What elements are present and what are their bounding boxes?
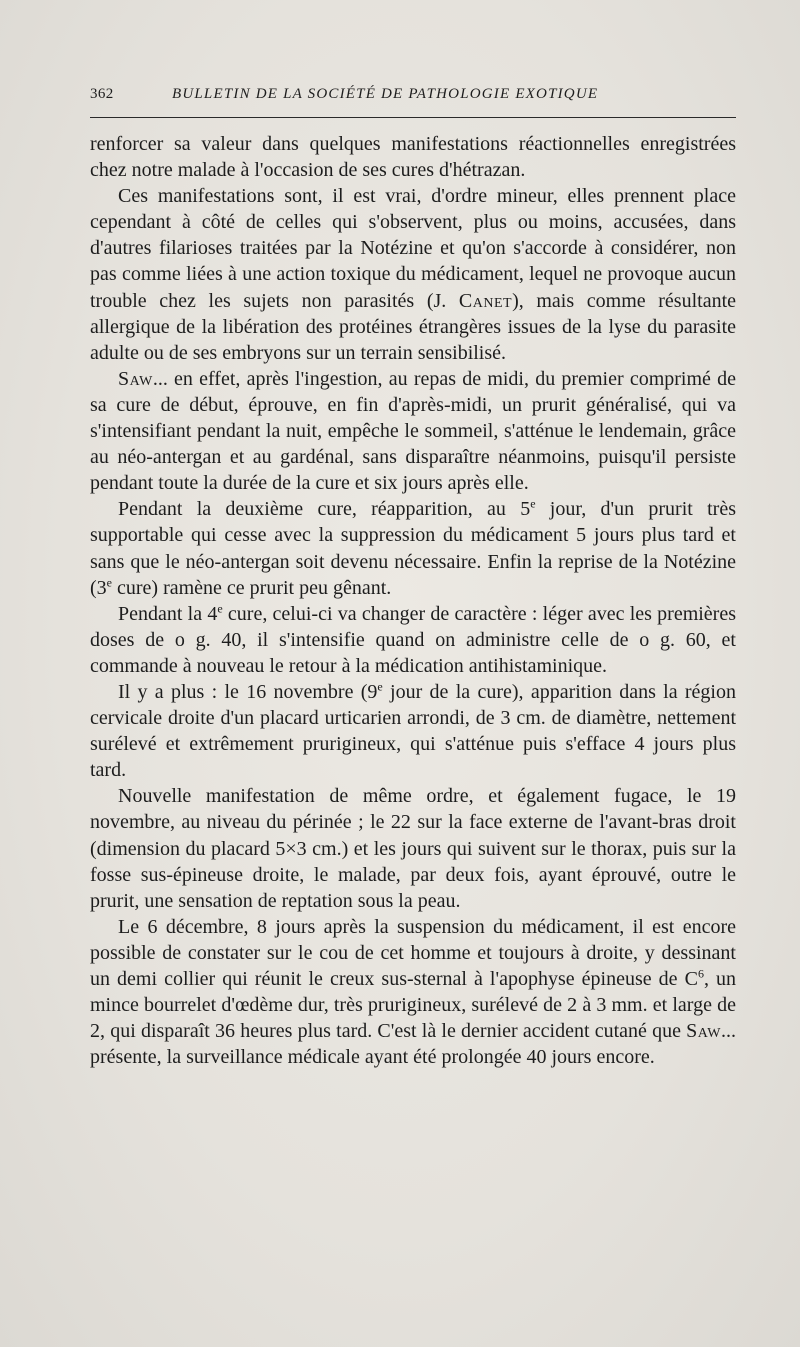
paragraph: Pendant la 4e cure, celui-ci va changer de caractère : léger avec les premières doses de o g. 40, il s'intensifie quand on administre celle de o g. 60, et commande à nouveau le retour à la médication antihistaminique. xyxy=(90,601,737,677)
paragraph: Ces manifestations sont, il est vrai, d'ordre mineur, elles prennent place cependant à côté de celles qui s'observent, plus ou moins, accusées, dans d'autres filarioses traitées par la Notézine et qu'on s'accorde à considérer, non pas comme liées à une action toxique du médicament, lequel ne provoque aucun trouble chez les sujets non parasités (J. Canet), mais comme résultante allergique de la libération des protéines étrangères issues de la lyse du parasite adulte ou de ses embryons sur un terrain sensibilisé. xyxy=(90,185,737,364)
paragraph: renforcer sa valeur dans quelques manifestations réactionnelles enregistrées chez notre malade à l'occasion de ses cures d'hétrazan. xyxy=(90,133,736,182)
page-header xyxy=(90,86,735,112)
paragraph: Pendant la deuxième cure, réapparition, au 5e jour, d'un prurit très supportable qui cesse avec la suppression du médicament 5 jours plus tard et sans que le néo-antergan soit devenu nécessaire. Enfin la reprise de la Notézine (3e cure) ramène ce prurit peu gênant. xyxy=(90,496,736,599)
patient-name: Saw xyxy=(686,1020,721,1043)
patient-name: Saw xyxy=(118,367,153,390)
author-citation: Canet xyxy=(458,289,513,312)
running-title: BULLETIN DE LA SOCIÉTÉ DE PATHOLOGIE EXOTIQUE xyxy=(172,86,599,102)
paragraph: Le 6 décembre, 8 jours après la suspension du médicament, il est encore possible de constater sur le cou de cet homme et toujours à droite, y dessinant un demi collier qui réunit le creux sus-sternal à l'apophyse épineuse de $C^6$, un mince bourrelet d'œdème dur, très prurigineux, surélevé de 2 à 3 mm. et large de 2, qui disparaît 36 heures plus tard. C'est là le dernier accident cutané que Saw... présente, la surveillance médicale ayant été prolongée 40 jours encore. xyxy=(90,915,736,1069)
paragraph: Nouvelle manifestation de même ordre, et également fugace, le 19 novembre, au niveau du périnée ; le 22 sur la face externe de l'avant-bras droit (dimension du placard 5×3 cm.) et les jours qui suivent sur le thorax, puis sur la fosse sus-épineuse droite, le malade, par deux fois, ayant éprouvé, outre le prurit, une sensation de reptation sous la peau. xyxy=(90,785,736,912)
article-body xyxy=(90,131,736,1070)
page-number: 362 xyxy=(90,86,114,102)
paragraph: Il y a plus : le 16 novembre (9e jour de la cure), apparition dans la région cervicale droite d'un placard urticarien arrondi, de 3 cm. de diamètre, nettement surélevé et extrêmement prurigineux, qui s'atténue puis s'efface 4 jours plus tard. xyxy=(90,679,736,782)
header-rule xyxy=(90,117,736,118)
paragraph: Saw... en effet, après l'ingestion, au repas de midi, du premier comprimé de sa cure de début, éprouve, en fin d'après-midi, un prurit généralisé, qui va s'intensifiant pendant la nuit, empêche le sommeil, s'atténue le lendemain, grâce au néo-antergan et au gardénal, sans disparaître néanmoins, puisqu'il persiste pendant toute la durée de la cure et six jours après elle. xyxy=(90,367,736,495)
